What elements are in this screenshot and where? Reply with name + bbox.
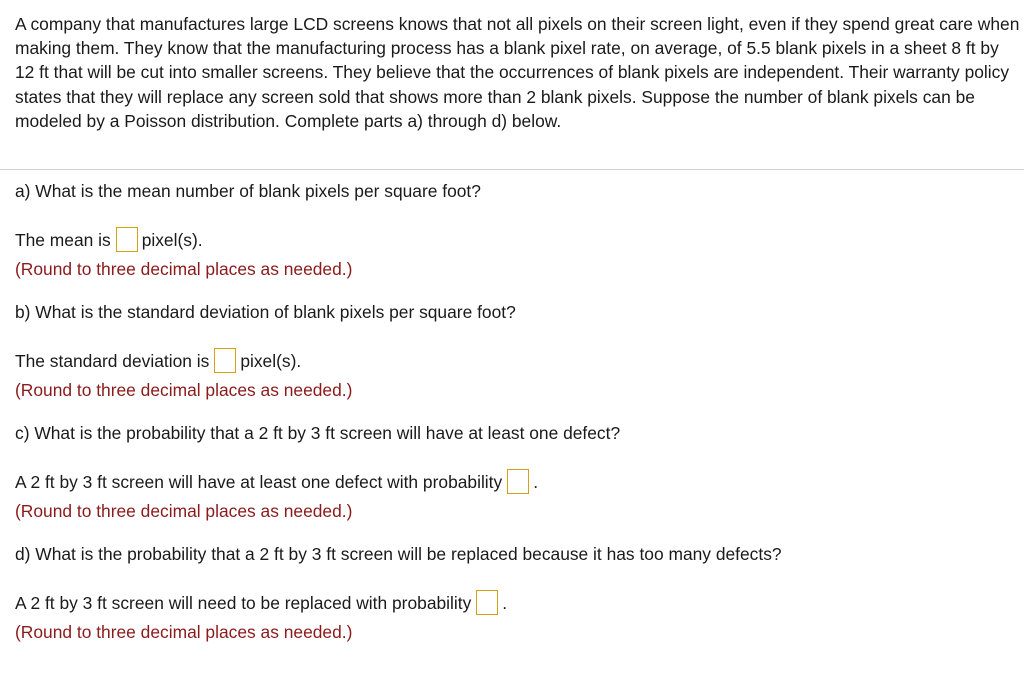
part-c-rounding-hint: (Round to three decimal places as needed.) — [15, 501, 353, 521]
part-c-answer-prefix: A 2 ft by 3 ft screen will have at least one defect with probability — [15, 472, 503, 492]
part-c-question: c) What is the probability that a 2 ft by 3 ft screen will have at least one defect? — [15, 423, 621, 443]
part-a-answer-box[interactable] — [116, 227, 138, 252]
part-d-answer-box[interactable] — [476, 590, 498, 615]
part-b-answer-box[interactable] — [214, 348, 236, 373]
part-d-answer-prefix: A 2 ft by 3 ft screen will need to be replaced with probability — [15, 593, 472, 613]
problem-statement: A company that manufactures large LCD screens knows that not all pixels on their screen light, even if they spend great care when making them. They know that the manufacturing process has a blank pixel rate, on average, of 5.5 blank pixels in a sheet 8 ft by 12 ft that will be cut into smaller screens. They believe that the occurrences of blank pixels are independent. Their warranty policy states that they will replace any screen sold that shows more than 2 blank pixels. Suppose the number of blank pixels can be modeled by a Poisson distribution. Complete parts a) through d) below. — [15, 14, 1020, 131]
part-c-answer-box[interactable] — [507, 469, 529, 494]
section-divider — [0, 169, 1024, 170]
part-d-question: d) What is the probability that a 2 ft by 3 ft screen will be replaced because it has too many defects? — [15, 544, 782, 564]
part-c-answer-suffix: . — [533, 472, 539, 492]
part-d-rounding-hint: (Round to three decimal places as needed.) — [15, 622, 353, 642]
part-a-rounding-hint: (Round to three decimal places as needed.) — [15, 259, 353, 279]
part-b-rounding-hint: (Round to three decimal places as needed.) — [15, 380, 353, 400]
part-b-answer-line — [15, 349, 301, 373]
part-b-answer-suffix: pixel(s). — [240, 351, 302, 371]
part-a-answer-prefix: The mean is — [15, 230, 111, 250]
part-d-answer-suffix: . — [502, 593, 508, 613]
part-a-answer-line — [15, 228, 203, 252]
part-a-question: a) What is the mean number of blank pixels per square foot? — [15, 181, 481, 201]
part-d-answer-line — [15, 591, 507, 615]
part-b-answer-prefix: The standard deviation is — [15, 351, 210, 371]
part-c-answer-line — [15, 470, 538, 494]
part-b-question: b) What is the standard deviation of blank pixels per square foot? — [15, 302, 516, 322]
part-a-answer-suffix: pixel(s). — [141, 230, 203, 250]
